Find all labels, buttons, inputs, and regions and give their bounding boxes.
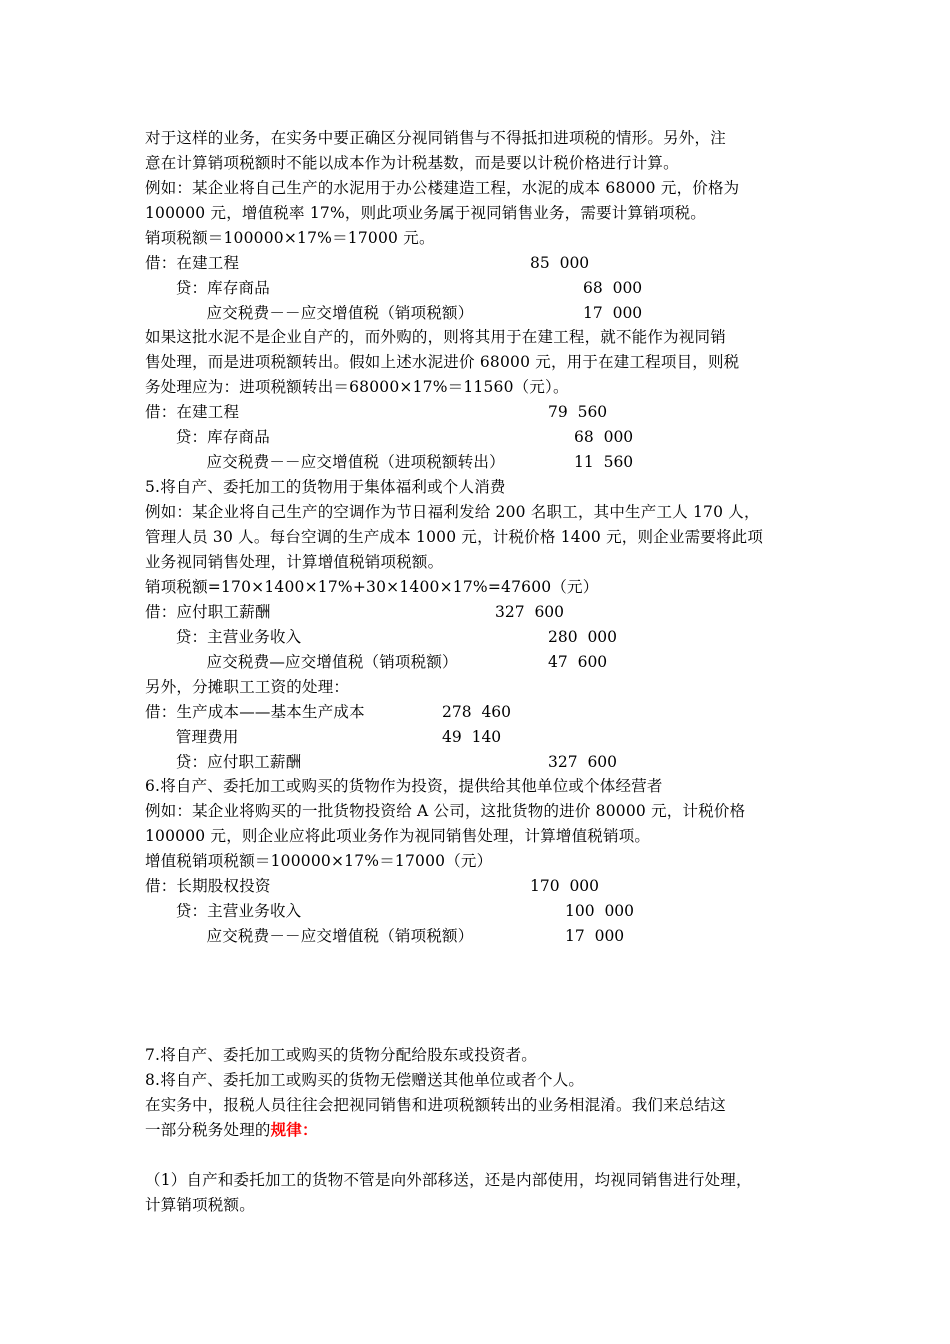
- text-line: 100000 元，增值税率 17%，则此项业务属于视同销售业务，需要计算销项税。: [145, 204, 706, 222]
- entry-account: 应交税费—应交增值税（销项税额）: [145, 653, 458, 671]
- text-line: 例如：某企业将自己生产的空调作为节日福利发给 200 名职工，其中生产工人 170 人，: [145, 503, 760, 521]
- entry-amount: 11 560: [574, 453, 634, 471]
- entry-account: 借：在建工程: [145, 254, 240, 272]
- entry-amount: 17 000: [583, 304, 643, 322]
- text-line: （1）自产和委托加工的货物不管是向外部移送，还是内部使用，均视同销售进行处理，: [145, 1171, 752, 1189]
- entry-amount: 278 460: [442, 703, 512, 721]
- section-heading: 6.将自产、委托加工或购买的货物作为投资，提供给其他单位或个体经营者: [145, 777, 663, 795]
- text-line: 增值税销项税额＝100000×17%＝17000（元）: [145, 852, 493, 870]
- entry-account: 贷：库存商品: [145, 428, 270, 446]
- entry-account: 借：应付职工薪酬: [145, 603, 271, 621]
- text-line: 另外，分摊职工工资的处理：: [145, 678, 350, 696]
- entry-account: 应交税费－－应交增值税（销项税额）: [145, 927, 474, 945]
- text-line: 100000 元，则企业应将此项业务作为视同销售处理，计算增值税销项。: [145, 827, 651, 845]
- entry-account: 应交税费－－应交增值税（进项税额转出）: [145, 453, 505, 471]
- entry-amount: 47 600: [548, 653, 608, 671]
- entry-account: 借：长期股权投资: [145, 877, 271, 895]
- entry-account: 借：在建工程: [145, 403, 240, 421]
- text-line: 计算销项税额。: [145, 1196, 255, 1214]
- section-heading: 5.将自产、委托加工的货物用于集体福利或个人消费: [145, 478, 506, 496]
- entry-account: 应交税费－－应交增值税（销项税额）: [145, 304, 474, 322]
- text-line: 销项税额=170×1400×17%+30×1400×17%=47600（元）: [145, 578, 599, 596]
- text-line: 对于这样的业务，在实务中要正确区分视同销售与不得抵扣进项税的情形。另外，注: [145, 129, 726, 147]
- entry-amount: 327 600: [548, 753, 618, 771]
- entry-amount: 170 000: [530, 877, 600, 895]
- entry-amount: 100 000: [565, 902, 635, 920]
- entry-amount: 68 000: [574, 428, 634, 446]
- entry-amount: 327 600: [495, 603, 565, 621]
- text-line: 务处理应为：进项税额转出＝68000×17%＝11560（元）。: [145, 378, 569, 396]
- highlight-text: 规律：: [270, 1120, 318, 1139]
- entry-amount: 68 000: [583, 279, 643, 297]
- text-line: 业务视同销售处理，计算增值税销项税额。: [145, 553, 444, 571]
- entry-account: 贷：主营业务收入: [145, 628, 302, 646]
- section-heading: 7.将自产、委托加工或购买的货物分配给股东或投资者。: [145, 1046, 537, 1064]
- entry-account: 贷：主营业务收入: [145, 902, 302, 920]
- text-line: 例如：某企业将购买的一批货物投资给 A 公司，这批货物的进价 80000 元，计税价格: [145, 802, 746, 820]
- entry-account: 贷：应付职工薪酬: [145, 753, 302, 771]
- entry-account: 管理费用: [145, 728, 239, 746]
- text-line: 如果这批水泥不是企业自产的，而外购的，则将其用于在建工程，就不能作为视同销: [145, 328, 726, 346]
- text-line: 在实务中，报税人员往往会把视同销售和进项税额转出的业务相混淆。我们来总结这: [145, 1096, 726, 1114]
- text-line: [145, 1120, 318, 1140]
- entry-account: 贷：库存商品: [145, 279, 270, 297]
- entry-amount: 79 560: [548, 403, 608, 421]
- text-line: 意在计算销项税额时不能以成本作为计税基数，而是要以计税价格进行计算。: [145, 154, 679, 172]
- entry-amount: 49 140: [442, 728, 502, 746]
- text-run: 一部分税务处理的: [145, 1121, 271, 1139]
- section-heading: 8.将自产、委托加工或购买的货物无偿赠送其他单位或者个人。: [145, 1071, 585, 1089]
- entry-amount: 280 000: [548, 628, 618, 646]
- text-line: 售处理，而是进项税额转出。假如上述水泥进价 68000 元，用于在建工程项目，则税: [145, 353, 740, 371]
- entry-amount: 17 000: [565, 927, 625, 945]
- text-line: 销项税额＝100000×17%＝17000 元。: [145, 229, 435, 247]
- text-line: 管理人员 30 人。每台空调的生产成本 1000 元，计税价格 1400 元，则企业需要将此项: [145, 528, 764, 546]
- entry-account: 借：生产成本——基本生产成本: [145, 703, 365, 721]
- text-line: 例如：某企业将自己生产的水泥用于办公楼建造工程，水泥的成本 68000 元，价格为: [145, 179, 740, 197]
- entry-amount: 85 000: [530, 254, 590, 272]
